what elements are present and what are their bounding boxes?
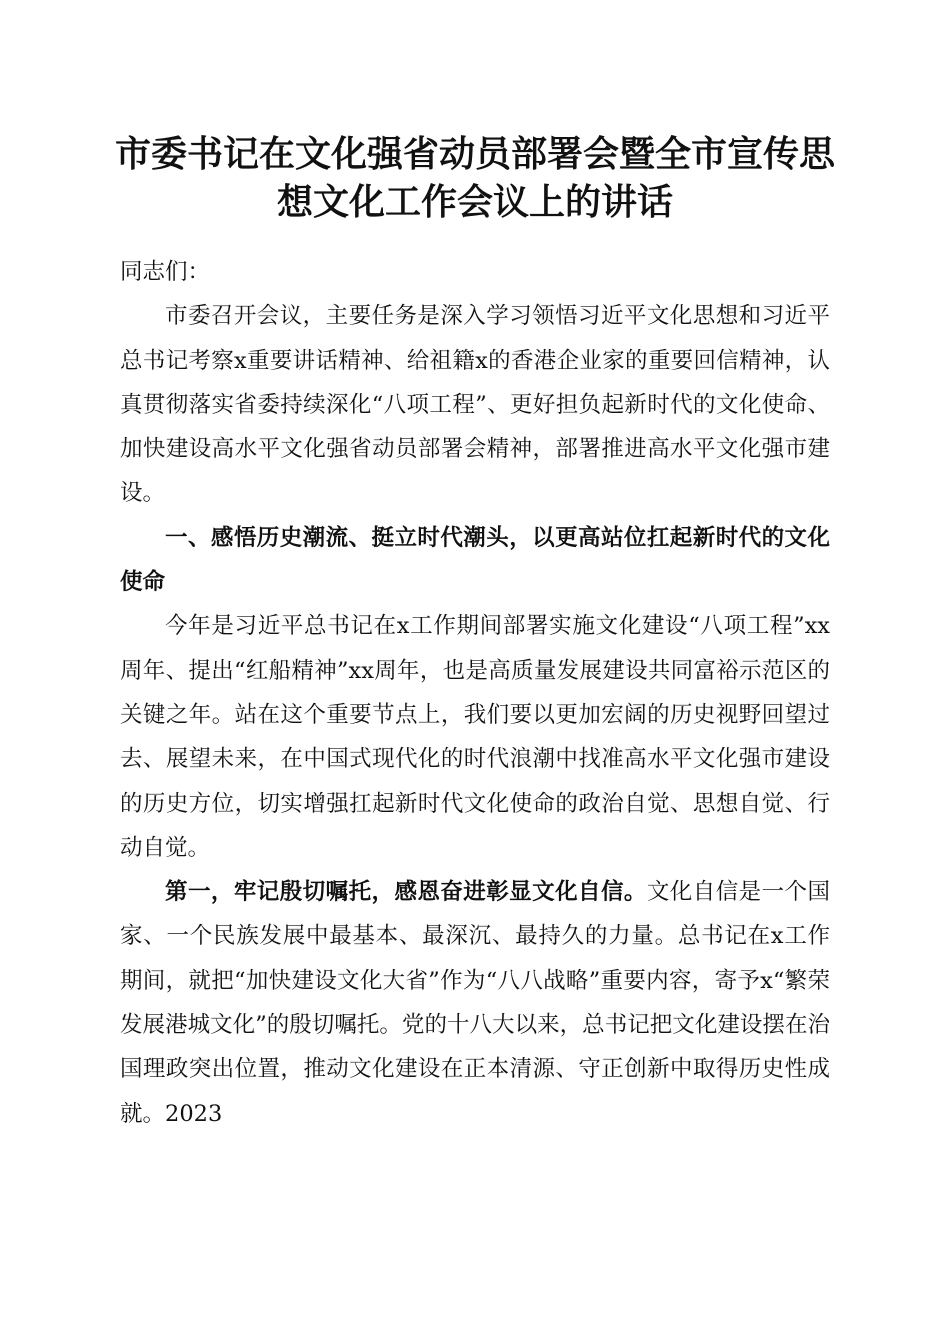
section-heading-1: 一、感悟历史潮流、挺立时代潮头，以更高站位扛起新时代的文化使命 <box>120 524 830 596</box>
title-line-1: 市委书记在文化强省动员部署会暨全市宣传思 <box>114 133 835 175</box>
point-lead-sentence: 第一，牢记殷切嘱托，感恩奋进彰显文化自信。 <box>165 879 647 906</box>
title-line-2: 想文化工作会议上的讲话 <box>276 181 673 223</box>
paragraph-historic-moment: 今年是习近平总书记在x工作期间部署实施文化建设“八项工程”xx周年、提出“红船精神”xx周年，也是高质量发展建设共同富裕示范区的关键之年。站在这个重要节点上，我们要以更加宏阔的历史视野回望过去、展望未来，在中国式现代化的时代浪潮中找准高水平文化强市建设的历史方位，切实增强扛起新时代文化使命的政治自觉、思想自觉、行动自觉。 <box>120 613 830 861</box>
document-body <box>120 250 830 1136</box>
point-body-text: 文化自信是一个国家、一个民族发展中最基本、最深沉、最持久的力量。总书记在x工作期间，就把“加快建设文化大省”作为“八八战略”重要内容，寄予x“繁荣发展港城文化”的殷切嘱托。党的十八大以来，总书记把文化建设摆在治国理政突出位置，推动文化建设在正本清源、守正创新中取得历史性成就。2023 <box>120 879 830 1127</box>
salutation: 同志们： <box>120 259 211 285</box>
document-title <box>100 130 850 226</box>
paragraph-first-point <box>120 870 830 1136</box>
paragraph-intro: 市委召开会议，主要任务是深入学习领悟习近平文化思想和习近平总书记考察x重要讲话精神、给祖籍x的香港企业家的重要回信精神，认真贯彻落实省委持续深化“八项工程”、更好担负起新时代的文化使命、加快建设高水平文化强省动员部署会精神，部署推进高水平文化强市建设。 <box>120 303 830 507</box>
